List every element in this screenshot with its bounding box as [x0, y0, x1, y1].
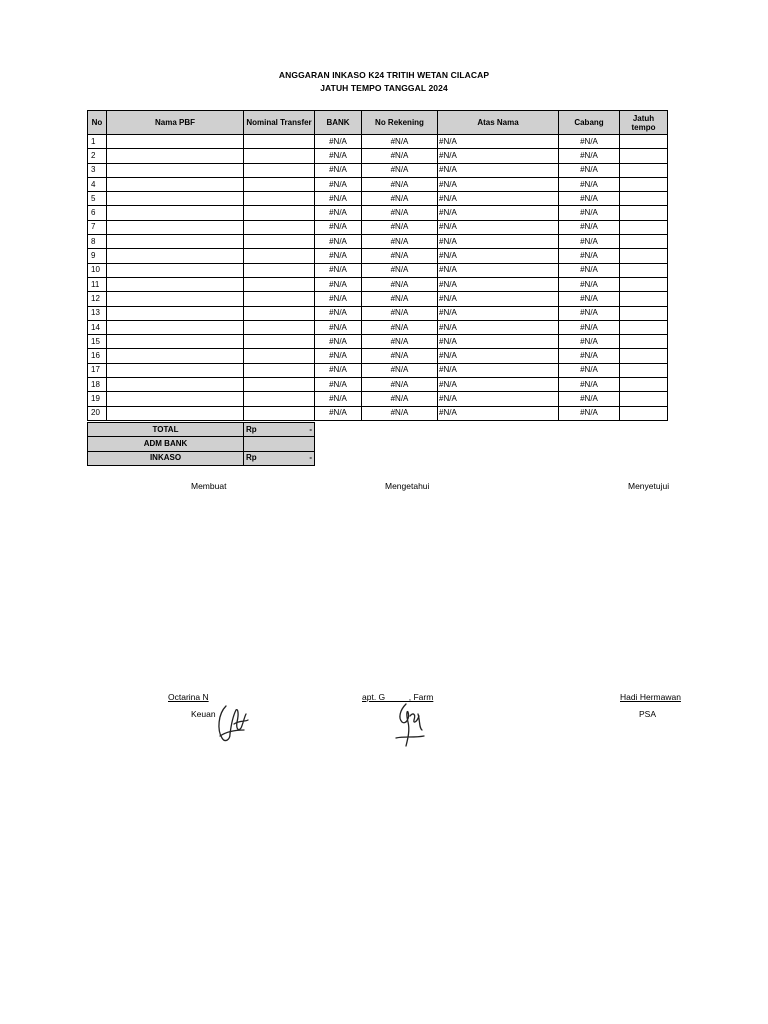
cell-bank: #N/A — [315, 249, 362, 263]
cell-jatuh-tempo — [620, 363, 668, 377]
header-no: No — [88, 111, 107, 135]
cell-no: 14 — [88, 320, 107, 334]
cell-atas-nama: #N/A — [438, 192, 559, 206]
cell-no-rekening: #N/A — [362, 378, 438, 392]
table-row — [88, 135, 668, 149]
table-row — [88, 306, 668, 320]
cell-nama-pbf — [107, 220, 244, 234]
cell-atas-nama: #N/A — [438, 220, 559, 234]
cell-atas-nama: #N/A — [438, 277, 559, 291]
cell-nominal-transfer — [244, 378, 315, 392]
cell-nama-pbf — [107, 306, 244, 320]
menyetujui-name: Hadi Hermawan — [620, 692, 681, 702]
cell-no-rekening: #N/A — [362, 363, 438, 377]
cell-bank: #N/A — [315, 235, 362, 249]
table-row — [88, 363, 668, 377]
cell-jatuh-tempo — [620, 378, 668, 392]
summary-label: INKASO — [88, 451, 244, 465]
cell-no: 12 — [88, 292, 107, 306]
header-no-rekening: No Rekening — [362, 111, 438, 135]
cell-bank: #N/A — [315, 192, 362, 206]
cell-nama-pbf — [107, 406, 244, 420]
summary-value: Rp - — [244, 423, 315, 437]
membuat-signature — [214, 700, 252, 746]
mengetahui-name: apt. G , Farm — [362, 692, 434, 702]
cell-nominal-transfer — [244, 277, 315, 291]
cell-no-rekening: #N/A — [362, 220, 438, 234]
cell-nama-pbf — [107, 392, 244, 406]
cell-no-rekening: #N/A — [362, 335, 438, 349]
cell-no: 6 — [88, 206, 107, 220]
cell-atas-nama: #N/A — [438, 292, 559, 306]
table-row — [88, 406, 668, 420]
cell-cabang: #N/A — [559, 335, 620, 349]
cell-nominal-transfer — [244, 263, 315, 277]
cell-bank: #N/A — [315, 292, 362, 306]
cell-jatuh-tempo — [620, 292, 668, 306]
table-row — [88, 249, 668, 263]
cell-no-rekening: #N/A — [362, 263, 438, 277]
cell-jatuh-tempo — [620, 235, 668, 249]
cell-no-rekening: #N/A — [362, 206, 438, 220]
cell-atas-nama: #N/A — [438, 320, 559, 334]
cell-cabang: #N/A — [559, 177, 620, 191]
cell-jatuh-tempo — [620, 263, 668, 277]
cell-nama-pbf — [107, 378, 244, 392]
cell-nama-pbf — [107, 206, 244, 220]
header-cabang: Cabang — [559, 111, 620, 135]
membuat-heading: Membuat — [191, 481, 227, 491]
cell-nama-pbf — [107, 235, 244, 249]
cell-bank: #N/A — [315, 177, 362, 191]
cell-no: 13 — [88, 306, 107, 320]
cell-bank: #N/A — [315, 135, 362, 149]
cell-nama-pbf — [107, 135, 244, 149]
header-nominal-transfer: Nominal Transfer — [244, 111, 315, 135]
cell-nama-pbf — [107, 163, 244, 177]
cell-nominal-transfer — [244, 292, 315, 306]
cell-nominal-transfer — [244, 192, 315, 206]
cell-atas-nama: #N/A — [438, 392, 559, 406]
cell-no: 16 — [88, 349, 107, 363]
cell-nama-pbf — [107, 320, 244, 334]
table-row — [88, 163, 668, 177]
cell-bank: #N/A — [315, 220, 362, 234]
cell-atas-nama: #N/A — [438, 406, 559, 420]
cell-jatuh-tempo — [620, 406, 668, 420]
cell-no: 7 — [88, 220, 107, 234]
cell-bank: #N/A — [315, 406, 362, 420]
summary-value: Rp - — [244, 451, 315, 465]
cell-cabang: #N/A — [559, 220, 620, 234]
cell-no-rekening: #N/A — [362, 192, 438, 206]
table-row — [88, 192, 668, 206]
cell-atas-nama: #N/A — [438, 249, 559, 263]
cell-jatuh-tempo — [620, 277, 668, 291]
cell-no-rekening: #N/A — [362, 149, 438, 163]
table-row — [88, 177, 668, 191]
cell-no: 20 — [88, 406, 107, 420]
cell-cabang: #N/A — [559, 235, 620, 249]
cell-nama-pbf — [107, 363, 244, 377]
cell-no-rekening: #N/A — [362, 306, 438, 320]
cell-no-rekening: #N/A — [362, 349, 438, 363]
cell-nominal-transfer — [244, 177, 315, 191]
cell-jatuh-tempo — [620, 335, 668, 349]
cell-jatuh-tempo — [620, 392, 668, 406]
cell-atas-nama: #N/A — [438, 363, 559, 377]
table-row — [88, 263, 668, 277]
cell-cabang: #N/A — [559, 277, 620, 291]
cell-cabang: #N/A — [559, 206, 620, 220]
table-row — [88, 220, 668, 234]
cell-atas-nama: #N/A — [438, 206, 559, 220]
cell-atas-nama: #N/A — [438, 235, 559, 249]
table-row — [88, 277, 668, 291]
summary-label: TOTAL — [88, 423, 244, 437]
summary-label: ADM BANK — [88, 437, 244, 451]
cell-no-rekening: #N/A — [362, 249, 438, 263]
cell-nama-pbf — [107, 277, 244, 291]
cell-nominal-transfer — [244, 206, 315, 220]
cell-nominal-transfer — [244, 320, 315, 334]
cell-jatuh-tempo — [620, 192, 668, 206]
cell-no: 4 — [88, 177, 107, 191]
cell-nama-pbf — [107, 335, 244, 349]
table-row — [88, 149, 668, 163]
cell-no: 1 — [88, 135, 107, 149]
cell-nominal-transfer — [244, 149, 315, 163]
table-row — [88, 206, 668, 220]
cell-nominal-transfer — [244, 163, 315, 177]
cell-no: 9 — [88, 249, 107, 263]
cell-atas-nama: #N/A — [438, 378, 559, 392]
cell-atas-nama: #N/A — [438, 163, 559, 177]
cell-bank: #N/A — [315, 149, 362, 163]
cell-nominal-transfer — [244, 306, 315, 320]
cell-atas-nama: #N/A — [438, 306, 559, 320]
membuat-name: Octarina N — [168, 692, 209, 702]
cell-cabang: #N/A — [559, 249, 620, 263]
table-row — [88, 335, 668, 349]
cell-atas-nama: #N/A — [438, 135, 559, 149]
cell-cabang: #N/A — [559, 306, 620, 320]
cell-no: 11 — [88, 277, 107, 291]
cell-cabang: #N/A — [559, 149, 620, 163]
cell-nominal-transfer — [244, 135, 315, 149]
cell-nama-pbf — [107, 249, 244, 263]
summary-row-adm-bank — [88, 437, 315, 451]
cell-no-rekening: #N/A — [362, 135, 438, 149]
table-row — [88, 292, 668, 306]
cell-bank: #N/A — [315, 335, 362, 349]
cell-no-rekening: #N/A — [362, 277, 438, 291]
cell-nominal-transfer — [244, 220, 315, 234]
cell-nama-pbf — [107, 192, 244, 206]
table-header-row — [88, 111, 668, 135]
cell-jatuh-tempo — [620, 177, 668, 191]
summary-value — [244, 437, 315, 451]
cell-no: 3 — [88, 163, 107, 177]
mengetahui-heading: Mengetahui — [385, 481, 430, 491]
cell-no-rekening: #N/A — [362, 235, 438, 249]
cell-nama-pbf — [107, 292, 244, 306]
cell-atas-nama: #N/A — [438, 335, 559, 349]
cell-bank: #N/A — [315, 277, 362, 291]
cell-nominal-transfer — [244, 392, 315, 406]
cell-no: 15 — [88, 335, 107, 349]
cell-nama-pbf — [107, 263, 244, 277]
header-bank: BANK — [315, 111, 362, 135]
cell-bank: #N/A — [315, 163, 362, 177]
cell-cabang: #N/A — [559, 192, 620, 206]
cell-no: 18 — [88, 378, 107, 392]
cell-bank: #N/A — [315, 320, 362, 334]
header-jatuh-tempo: Jatuh tempo — [620, 111, 668, 135]
cell-no: 5 — [88, 192, 107, 206]
cell-jatuh-tempo — [620, 149, 668, 163]
cell-nominal-transfer — [244, 235, 315, 249]
cell-cabang: #N/A — [559, 349, 620, 363]
table-row — [88, 392, 668, 406]
cell-cabang: #N/A — [559, 320, 620, 334]
cell-cabang: #N/A — [559, 363, 620, 377]
table-row — [88, 320, 668, 334]
header-nama-pbf: Nama PBF — [107, 111, 244, 135]
cell-jatuh-tempo — [620, 249, 668, 263]
table-row — [88, 349, 668, 363]
cell-no-rekening: #N/A — [362, 292, 438, 306]
cell-no-rekening: #N/A — [362, 177, 438, 191]
cell-nama-pbf — [107, 349, 244, 363]
cell-nominal-transfer — [244, 249, 315, 263]
cell-no-rekening: #N/A — [362, 163, 438, 177]
cell-no: 10 — [88, 263, 107, 277]
cell-no: 8 — [88, 235, 107, 249]
menyetujui-heading: Menyetujui — [628, 481, 670, 491]
cell-jatuh-tempo — [620, 220, 668, 234]
cell-nominal-transfer — [244, 335, 315, 349]
cell-bank: #N/A — [315, 392, 362, 406]
cell-cabang: #N/A — [559, 135, 620, 149]
mengetahui-signature — [392, 700, 428, 752]
cell-jatuh-tempo — [620, 206, 668, 220]
cell-nominal-transfer — [244, 363, 315, 377]
header-atas-nama: Atas Nama — [438, 111, 559, 135]
cell-cabang: #N/A — [559, 263, 620, 277]
cell-cabang: #N/A — [559, 406, 620, 420]
cell-bank: #N/A — [315, 378, 362, 392]
summary-table — [87, 422, 315, 466]
cell-bank: #N/A — [315, 306, 362, 320]
inkaso-table — [87, 110, 668, 421]
cell-bank: #N/A — [315, 349, 362, 363]
cell-cabang: #N/A — [559, 163, 620, 177]
cell-atas-nama: #N/A — [438, 349, 559, 363]
cell-no: 19 — [88, 392, 107, 406]
cell-bank: #N/A — [315, 206, 362, 220]
cell-no: 17 — [88, 363, 107, 377]
document-title: ANGGARAN INKASO K24 TRITIH WETAN CILACAP — [278, 70, 490, 80]
cell-nominal-transfer — [244, 406, 315, 420]
cell-no-rekening: #N/A — [362, 392, 438, 406]
cell-cabang: #N/A — [559, 392, 620, 406]
cell-no-rekening: #N/A — [362, 320, 438, 334]
membuat-role: Keuan — [191, 709, 216, 719]
menyetujui-role: PSA — [639, 709, 657, 719]
cell-atas-nama: #N/A — [438, 263, 559, 277]
cell-jatuh-tempo — [620, 135, 668, 149]
cell-bank: #N/A — [315, 263, 362, 277]
cell-jatuh-tempo — [620, 349, 668, 363]
cell-nama-pbf — [107, 177, 244, 191]
cell-no: 2 — [88, 149, 107, 163]
cell-jatuh-tempo — [620, 163, 668, 177]
cell-jatuh-tempo — [620, 320, 668, 334]
table-row — [88, 235, 668, 249]
cell-atas-nama: #N/A — [438, 177, 559, 191]
summary-row-inkaso — [88, 451, 315, 465]
cell-jatuh-tempo — [620, 306, 668, 320]
cell-bank: #N/A — [315, 363, 362, 377]
cell-atas-nama: #N/A — [438, 149, 559, 163]
cell-cabang: #N/A — [559, 292, 620, 306]
cell-nominal-transfer — [244, 349, 315, 363]
table-row — [88, 378, 668, 392]
cell-nama-pbf — [107, 149, 244, 163]
cell-cabang: #N/A — [559, 378, 620, 392]
document-subtitle: JATUH TEMPO TANGGAL 2024 — [320, 83, 448, 93]
summary-row-total — [88, 423, 315, 437]
cell-no-rekening: #N/A — [362, 406, 438, 420]
